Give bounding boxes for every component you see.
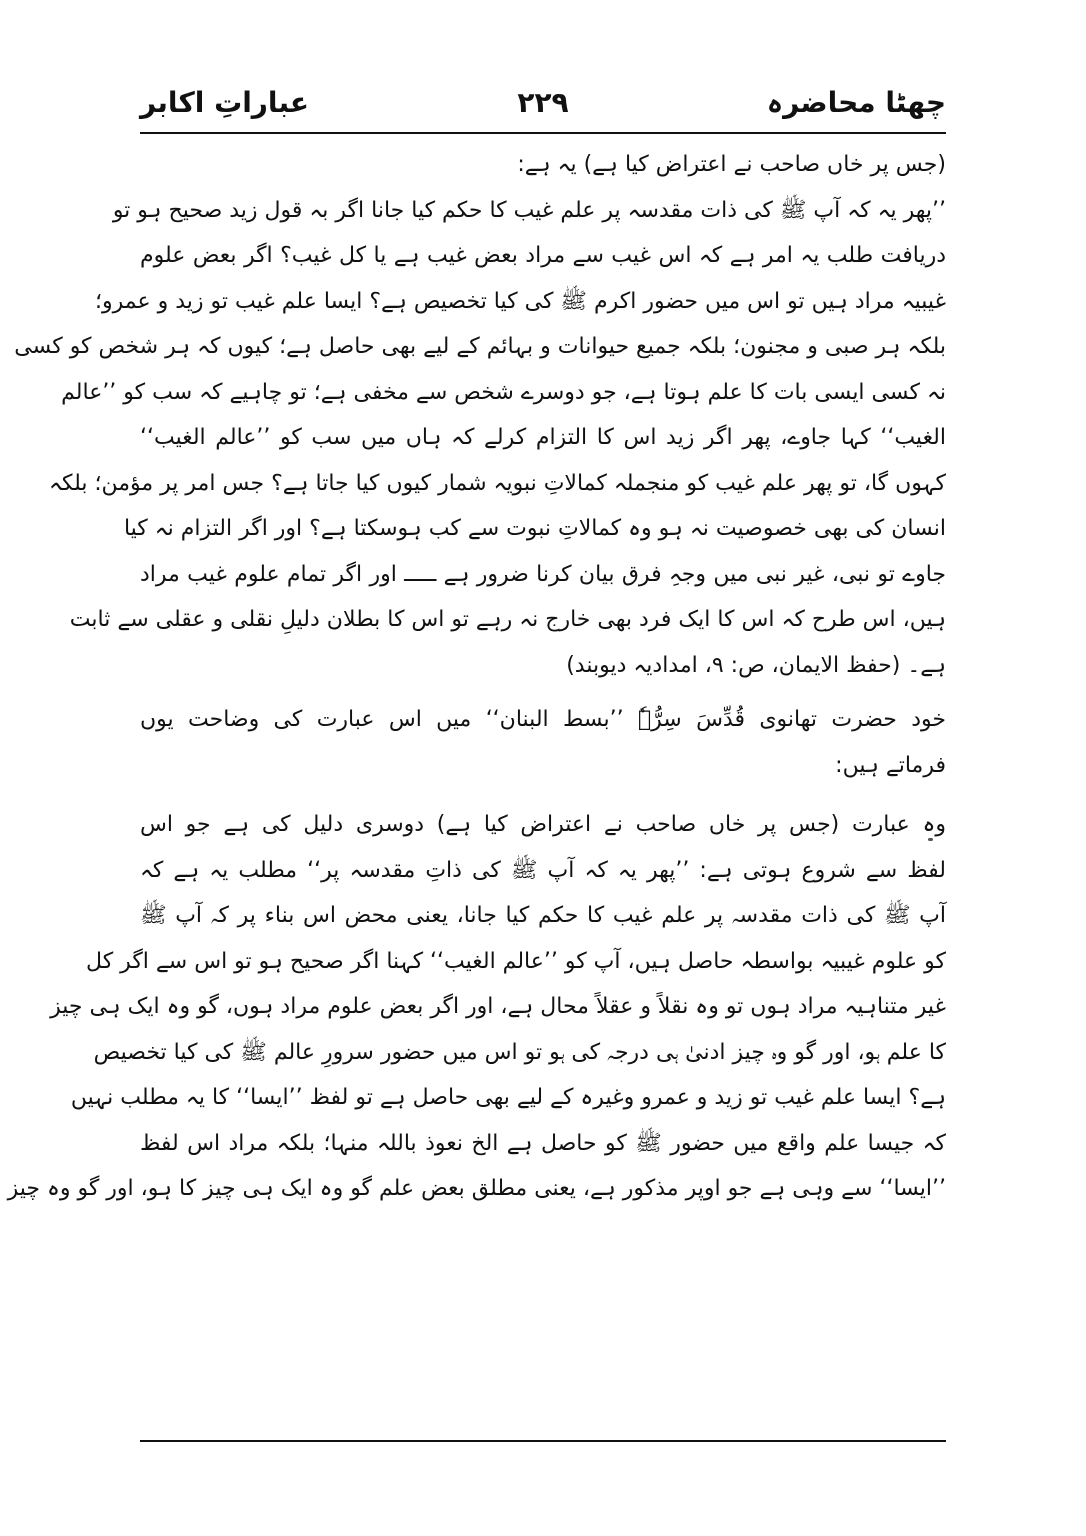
text-line-21: ہے؟ ایسا علم غیب تو زید و عمرو وغیرہ کے لیے بھی حاصل ہے تو لفظ ’’ایسا‘‘ کا یہ مطلب نہیں [70, 1085, 946, 1110]
footer-divider [140, 1440, 946, 1442]
text-line-4: غیبیہ مراد ہیں تو اس میں حضور اکرم ﷺ کی کیا تخصیص ہے؟ ایسا علم غیب تو زید و عمرو؛ [95, 288, 946, 314]
book-title: عباراتِ اکابر [140, 86, 309, 119]
text-line-12: ہے۔ (حفظ الایمان، ص: ۹، امدادیہ دیوبند) [566, 652, 946, 678]
page-number: ۲۲۹ [517, 86, 569, 119]
page-header [140, 78, 946, 128]
chapter-title: چھٹا محاضرہ [766, 86, 946, 119]
text-line-14: فرماتے ہیں: [835, 752, 946, 778]
text-line-3: دریافت طلب یہ امر ہے کہ اس غیب سے مراد بعض غیب ہے یا کل غیب؟ اگر بعض علوم [140, 243, 946, 268]
text-line-8: کہوں گا، تو پھر علم غیب کو منجملہ کمالاتِ نبویہ شمار کیوں کیا جاتا ہے؟ جس امر پر مؤمن؛ بلکہ [49, 470, 946, 496]
scan-speck [928, 838, 933, 841]
text-line-20: کا علم ہو، اور گو وہ چیز ادنیٰ ہی درجہ کی ہو تو اس میں حضور سرورِ عالم ﷺ کی کیا تخصیص [93, 1039, 946, 1065]
header-divider [140, 132, 946, 134]
text-line-19: غیر متناہیہ مراد ہوں تو وہ نقلاً و عقلاً محال ہے، اور اگر بعض علوم مراد ہوں، گو وہ ایک ہی چیز [50, 994, 946, 1019]
text-line-9: انسان کی بھی خصوصیت نہ ہو وہ کمالاتِ نبوت سے کب ہوسکتا ہے؟ اور اگر التزام نہ کیا [123, 516, 946, 541]
text-line-15: وہ عبارت (جس پر خاں صاحب نے اعتراض کیا ہے) دوسری دلیل کی ہے جو اس [140, 812, 946, 837]
text-line-1: (جس پر خاں صاحب نے اعتراض کیا ہے) یہ ہے: [517, 152, 946, 177]
text-line-16: لفظ سے شروع ہوتی ہے: ’’پھر یہ کہ آپ ﷺ کی ذاتِ مقدسہ پر‘‘ مطلب یہ ہے کہ [140, 857, 946, 883]
text-line-17: آپ ﷺ کی ذات مقدسہ پر علم غیب کا حکم کیا جانا، یعنی محض اس بناء پر کہ آپ ﷺ [140, 903, 946, 928]
text-line-6: نہ کسی ایسی بات کا علم ہوتا ہے، جو دوسرے شخص سے مخفی ہے؛ تو چاہیے کہ سب کو ’’عالم [61, 379, 946, 405]
page-body [7, 142, 946, 1212]
text-line-10: جاوے تو نبی، غیر نبی میں وجہِ فرق بیان کرنا ضرور ہے ـــــ اور اگر تمام علوم غیب مراد [140, 561, 946, 587]
text-line-22: کہ جیسا علم واقع میں حضور ﷺ کو حاصل ہے الخ نعوذ باللہ منہا؛ بلکہ مراد اس لفظ [140, 1130, 946, 1156]
text-line-2: ’’پھر یہ کہ آپ ﷺ کی ذات مقدسہ پر علم غیب کا حکم کیا جانا اگر بہ قول زید صحیح ہو تو [112, 197, 946, 223]
text-line-11: ہیں، اس طرح کہ اس کا ایک فرد بھی خارج نہ رہے تو اس کا بطلان دلیلِ نقلی و عقلی سے ثابت [69, 607, 946, 632]
text-line-23: ’’ایسا‘‘ سے وہی ہے جو اوپر مذکور ہے، یعنی مطلق بعض علم گو وہ ایک ہی چیز کا ہو، اور گو وہ چیز [7, 1176, 946, 1201]
text-line-18: کو علوم غیبیہ بواسطہ حاصل ہیں، آپ کو ’’عالم الغیب‘‘ کہنا اگر صحیح ہو تو اس سے اگر کل [86, 948, 946, 974]
text-line-5: بلکہ ہر صبی و مجنون؛ بلکہ جمیع حیوانات و بہائم کے لیے بھی حاصل ہے؛ کیوں کہ ہر شخص کو کسی [14, 334, 946, 359]
text-line-7: الغیب‘‘ کہا جاوے، پھر اگر زید اس کا التزام کرلے کہ ہاں میں سب کو ’’عالم الغیب‘‘ [140, 425, 946, 450]
text-line-13: خود حضرت تھانوی قُدِّسَ سِرُّہٗ ’’بسط البنان‘‘ میں اس عبارت کی وضاحت یوں [140, 707, 946, 732]
